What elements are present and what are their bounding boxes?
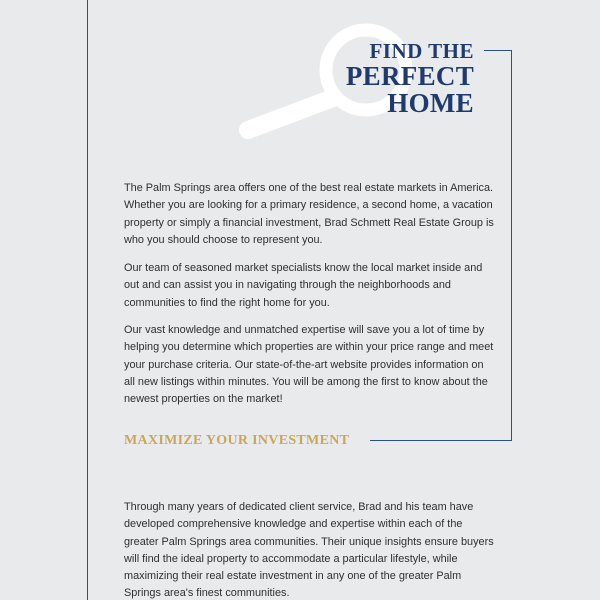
- title-line-home: HOME: [387, 88, 474, 118]
- intro-paragraph-3: Our vast knowledge and unmatched expertise will save you a lot of time by helping you determine which properties are within your price range and meet your purchase criteria. Our state-of-the-art website provides information on all new listings within minutes. You will be among the first to know about the newest properties on the market!: [124, 324, 494, 406]
- section-horizontal-rule: [370, 440, 512, 441]
- intro-paragraph-1: The Palm Springs area offers one of the best real estate markets in America. Whether you are looking for a primary residence, a second home, a vacation property or simply a financial investment, Brad Schmett Real Estate Group is who you should choose to represent you.: [124, 182, 494, 246]
- investment-paragraph: Through many years of dedicated client service, Brad and his team have developed comprehensive knowledge and expertise within each of the greater Palm Springs area communities. Their unique insights ensure buyers will find the ideal property to accommodate a particular lifestyle, while maximizing their real estate investment in any one of the greater Palm Springs area's finest communities.: [124, 501, 494, 600]
- intro-paragraph-2: Our team of seasoned market specialists know the local market inside and out and can assist you in navigating through the neighborhoods and communities to find the right home for you.: [124, 262, 483, 309]
- page-title: [346, 41, 474, 117]
- title-horizontal-rule: [484, 50, 512, 51]
- left-vertical-rule: [87, 0, 88, 600]
- section-heading-maximize-investment: MAXIMIZE YOUR INVESTMENT: [124, 433, 350, 448]
- right-vertical-rule: [511, 50, 512, 441]
- title-line-perfect: PERFECT: [345, 61, 474, 91]
- title-line-find-the: FIND THE: [369, 39, 474, 63]
